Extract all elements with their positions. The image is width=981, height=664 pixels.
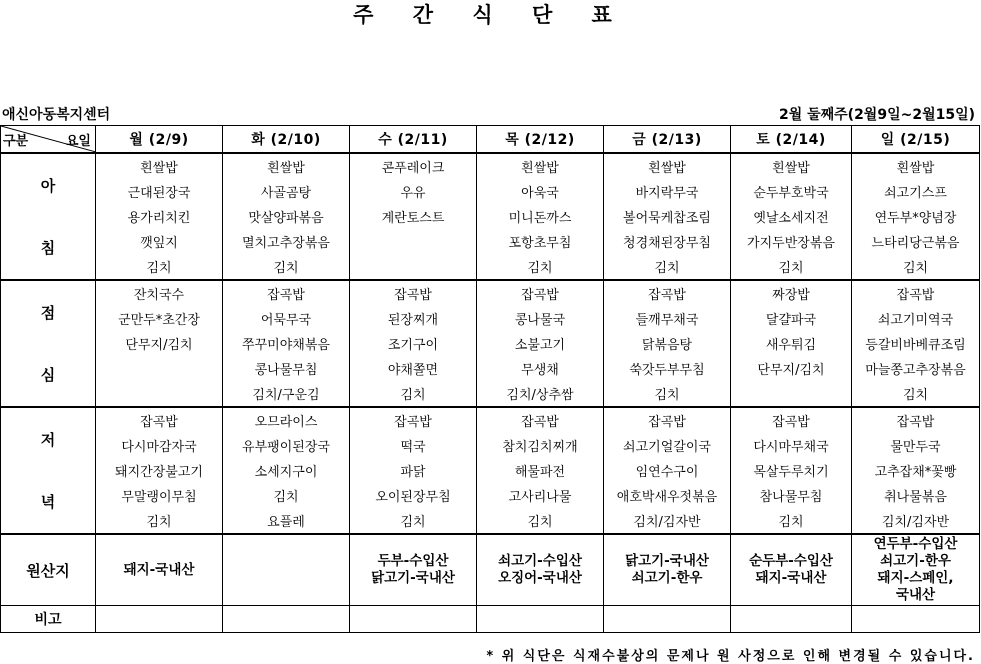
- menu-item: 김치: [604, 381, 731, 407]
- menu-item: [96, 381, 223, 407]
- note-cell: [604, 606, 731, 633]
- meal-label-char: 침: [40, 239, 56, 258]
- menu-item: 느타리당근볶음: [852, 229, 980, 254]
- menu-item: [350, 229, 477, 254]
- menu-item: 순두부호박국: [731, 179, 852, 204]
- note-cell: [350, 606, 477, 633]
- page-title: 주 간 식 단 표: [353, 3, 628, 27]
- menu-item: 쭈꾸미야채볶음: [223, 331, 350, 356]
- menu-item: 새우튀김: [731, 331, 852, 356]
- menu-item: 해물파전: [477, 458, 604, 483]
- meal-row: [1, 458, 980, 483]
- corner-label-category: 구분: [3, 134, 29, 149]
- menu-item: 단무지/김치: [731, 356, 852, 381]
- meal-row: [1, 381, 980, 407]
- menu-item: 목살두루치기: [731, 458, 852, 483]
- menu-item: 포항초무침: [477, 229, 604, 254]
- menu-item: 김치: [223, 254, 350, 280]
- day-header: 수 (2/11): [350, 126, 477, 154]
- menu-item: 흰쌀밥: [731, 153, 852, 179]
- meal-label: [1, 407, 96, 534]
- origin-line: 국내산: [895, 587, 936, 603]
- origin-cell: [852, 534, 980, 606]
- menu-item: 멸치고추장볶음: [223, 229, 350, 254]
- menu-item: 등갈비바베큐조림: [852, 331, 980, 356]
- menu-item: 콩나물국: [477, 306, 604, 331]
- menu-item: 흰쌀밥: [223, 153, 350, 179]
- menu-item: 잡곡밥: [350, 407, 477, 433]
- menu-item: 김치: [96, 508, 223, 534]
- menu-item: 잡곡밥: [604, 407, 731, 433]
- menu-item: 임연수구이: [604, 458, 731, 483]
- menu-item: 어묵무국: [223, 306, 350, 331]
- meal-row: [1, 153, 980, 179]
- menu-item: 짜장밥: [731, 280, 852, 306]
- menu-item: 요플레: [223, 508, 350, 534]
- menu-item: 연두부*양념장: [852, 204, 980, 229]
- note-cell: [96, 606, 223, 633]
- day-header: 일 (2/15): [852, 126, 980, 154]
- origin-line: 쇠고기-한우: [631, 570, 703, 586]
- meal-row: [1, 204, 980, 229]
- menu-item: 조기구이: [350, 331, 477, 356]
- menu-item: 깻잎지: [96, 229, 223, 254]
- meal-row: [1, 483, 980, 508]
- note-row: [1, 606, 980, 633]
- organization-name: 애신아동복지센터: [2, 107, 111, 123]
- menu-item: 달걀파국: [731, 306, 852, 331]
- meal-row: [1, 508, 980, 534]
- menu-item: 마늘쫑고추장볶음: [852, 356, 980, 381]
- menu-item: 돼지간장불고기: [96, 458, 223, 483]
- menu-item: 된장찌개: [350, 306, 477, 331]
- menu-item: [731, 381, 852, 407]
- meal-row: [1, 179, 980, 204]
- meal-label-char: 저: [40, 430, 56, 449]
- menu-item: [350, 254, 477, 280]
- menu-item: 김치: [223, 483, 350, 508]
- menu-item: 김치: [96, 254, 223, 280]
- menu-item: 들깨무채국: [604, 306, 731, 331]
- menu-item: 잡곡밥: [223, 280, 350, 306]
- menu-item: 무생채: [477, 356, 604, 381]
- note-label: 비고: [1, 606, 96, 633]
- meal-row: [1, 280, 980, 306]
- menu-item: 바지락무국: [604, 179, 731, 204]
- menu-item: 참나물무침: [731, 483, 852, 508]
- menu-item: 김치: [604, 254, 731, 280]
- menu-item: 단무지/김치: [96, 331, 223, 356]
- day-header: 토 (2/14): [731, 126, 852, 154]
- note-cell: [223, 606, 350, 633]
- menu-item: 용가리치킨: [96, 204, 223, 229]
- menu-item: 잡곡밥: [604, 280, 731, 306]
- day-header: 월 (2/9): [96, 126, 223, 154]
- corner-label-day: 요일: [65, 134, 91, 149]
- meal-row: [1, 254, 980, 280]
- menu-item: 다시마감자국: [96, 433, 223, 458]
- day-header: 목 (2/12): [477, 126, 604, 154]
- menu-item: 소불고기: [477, 331, 604, 356]
- origin-line: 오징어-국내산: [498, 570, 582, 586]
- origin-line: 돼지-스페인,: [877, 570, 954, 586]
- meal-row: [1, 229, 980, 254]
- meal-label-char: 심: [40, 366, 56, 385]
- menu-item: 쑥갓두부무침: [604, 356, 731, 381]
- menu-item: 흰쌀밥: [604, 153, 731, 179]
- menu-item: 야채쫄면: [350, 356, 477, 381]
- menu-item: 김치: [477, 254, 604, 280]
- origin-cell: [96, 534, 223, 606]
- note-cell: [852, 606, 980, 633]
- meal-label-char: 점: [40, 303, 56, 322]
- origin-cell: [350, 534, 477, 606]
- menu-item: 참치김치찌개: [477, 433, 604, 458]
- day-header: 금 (2/13): [604, 126, 731, 154]
- menu-item: 김치: [731, 254, 852, 280]
- origin-line: 닭고기-국내산: [371, 570, 455, 586]
- menu-item: [96, 356, 223, 381]
- origin-cell: [477, 534, 604, 606]
- menu-item: 볼어묵케찹조림: [604, 204, 731, 229]
- menu-item: 김치/상추쌈: [477, 381, 604, 407]
- menu-item: 흰쌀밥: [477, 153, 604, 179]
- origin-cell: [604, 534, 731, 606]
- menu-item: 김치: [477, 508, 604, 534]
- origin-cell: [223, 534, 350, 606]
- menu-item: 잡곡밥: [852, 280, 980, 306]
- meal-row: [1, 331, 980, 356]
- menu-item: 김치: [852, 381, 980, 407]
- menu-item: 잡곡밥: [477, 280, 604, 306]
- meal-row: [1, 407, 980, 433]
- meal-row: [1, 433, 980, 458]
- menu-item: 콘푸레이크: [350, 153, 477, 179]
- menu-item: 소세지구이: [223, 458, 350, 483]
- menu-item: 다시마무채국: [731, 433, 852, 458]
- menu-item: 고추잡채*꽃빵: [852, 458, 980, 483]
- meal-label-char: 녁: [40, 493, 56, 512]
- origin-cell: [731, 534, 852, 606]
- menu-item: 김치: [731, 508, 852, 534]
- menu-item: 취나물볶음: [852, 483, 980, 508]
- menu-item: 떡국: [350, 433, 477, 458]
- menu-item: 무말랭이무침: [96, 483, 223, 508]
- menu-item: 옛날소세지전: [731, 204, 852, 229]
- menu-item: 김치/김자반: [604, 508, 731, 534]
- corner-cell: [1, 126, 96, 154]
- menu-item: 오이된장무침: [350, 483, 477, 508]
- origin-line: 돼지-국내산: [755, 570, 827, 586]
- menu-item: 군만두*초간장: [96, 306, 223, 331]
- menu-item: 맛살양파볶음: [223, 204, 350, 229]
- origin-line: 순두부-수입산: [749, 553, 833, 569]
- menu-item: 김치: [350, 381, 477, 407]
- menu-item: 잡곡밥: [350, 280, 477, 306]
- menu-item: 미니돈까스: [477, 204, 604, 229]
- menu-item: 우유: [350, 179, 477, 204]
- menu-item: 근대된장국: [96, 179, 223, 204]
- header-row: [1, 126, 980, 154]
- origin-line: 두부-수입산: [377, 553, 449, 569]
- menu-item: 사골곰탕: [223, 179, 350, 204]
- menu-item: 김치/구운김: [223, 381, 350, 407]
- origin-row: [1, 534, 980, 606]
- footnote: * 위 식단은 식재수불상의 문제나 원 사정으로 인해 변경될 수 있습니다.: [486, 649, 975, 664]
- meal-label-char: 아: [40, 176, 56, 195]
- menu-item: 계란토스트: [350, 204, 477, 229]
- menu-item: 잔치국수: [96, 280, 223, 306]
- menu-item: 잡곡밥: [477, 407, 604, 433]
- menu-item: 파닭: [350, 458, 477, 483]
- day-header: 화 (2/10): [223, 126, 350, 154]
- note-cell: [731, 606, 852, 633]
- origin-label: 원산지: [1, 534, 96, 606]
- menu-table: [0, 125, 980, 633]
- menu-item: 유부팽이된장국: [223, 433, 350, 458]
- menu-item: 김치: [852, 254, 980, 280]
- meal-row: [1, 356, 980, 381]
- origin-line: 쇠고기-수입산: [498, 553, 582, 569]
- menu-item: 청경채된장무침: [604, 229, 731, 254]
- menu-item: 고사리나물: [477, 483, 604, 508]
- menu-item: 흰쌀밥: [852, 153, 980, 179]
- origin-line: 연두부-수입산: [873, 536, 958, 552]
- menu-item: 쇠고기얼갈이국: [604, 433, 731, 458]
- menu-item: 잡곡밥: [852, 407, 980, 433]
- meal-label: [1, 280, 96, 407]
- menu-item: 물만두국: [852, 433, 980, 458]
- week-period: 2월 둘째주(2월9일~2월15일): [778, 107, 975, 123]
- menu-item: 김치/김자반: [852, 508, 980, 534]
- menu-item: 가지두반장볶음: [731, 229, 852, 254]
- menu-item: 잡곡밥: [731, 407, 852, 433]
- menu-item: 잡곡밥: [96, 407, 223, 433]
- origin-line: 돼지-국내산: [123, 561, 195, 578]
- menu-item: 김치: [350, 508, 477, 534]
- menu-item: 애호박새우젓볶음: [604, 483, 731, 508]
- menu-item: 오므라이스: [223, 407, 350, 433]
- menu-item: 닭볶음탕: [604, 331, 731, 356]
- note-cell: [477, 606, 604, 633]
- menu-item: 아욱국: [477, 179, 604, 204]
- meal-row: [1, 306, 980, 331]
- origin-line: 쇠고기-한우: [880, 553, 951, 569]
- meal-label: [1, 153, 96, 280]
- menu-item: 쇠고기미역국: [852, 306, 980, 331]
- menu-item: 콩나물무침: [223, 356, 350, 381]
- origin-line: 닭고기-국내산: [625, 553, 709, 569]
- menu-item: 흰쌀밥: [96, 153, 223, 179]
- menu-item: 쇠고기스프: [852, 179, 980, 204]
